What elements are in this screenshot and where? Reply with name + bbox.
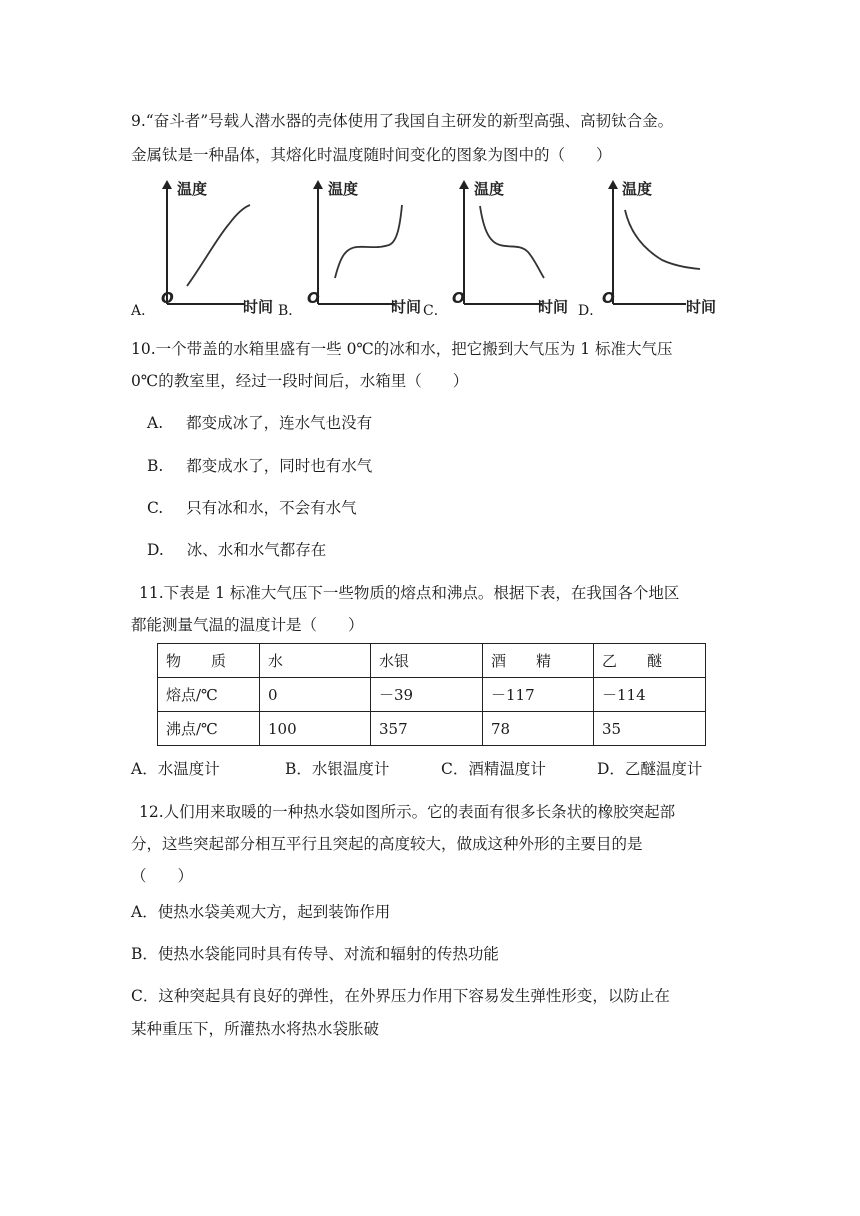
q10-option-d[interactable] xyxy=(147,539,326,561)
graph-option-c[interactable] xyxy=(450,176,600,316)
option-letter: C. xyxy=(147,499,164,517)
graph-option-a[interactable] xyxy=(155,176,305,316)
graph-c-y-label: 温度 xyxy=(474,180,505,198)
option-text: 只有冰和水，不会有水气 xyxy=(186,499,357,517)
temperature-curve xyxy=(335,205,402,278)
table-cell: 水银 xyxy=(371,644,483,678)
table-cell: 35 xyxy=(594,712,706,746)
y-axis-arrow xyxy=(162,180,172,189)
graph-a-origin: O xyxy=(161,289,174,307)
graph-d-origin: O xyxy=(602,289,615,307)
table-cell: 0 xyxy=(260,678,371,712)
y-axis-arrow xyxy=(459,180,469,189)
q10-stem-line-2: 0℃的教室里，经过一段时间后，水箱里（ ） xyxy=(131,372,469,390)
table-cell: 物 质 xyxy=(158,644,260,678)
q12-option-c-continued: 某种重压下，所灌热水将热水袋胀破 xyxy=(131,1020,380,1038)
q12-option-a[interactable]: A．使热水袋美观大方，起到装饰作用 xyxy=(131,903,391,921)
y-axis-arrow xyxy=(608,180,618,189)
q12-stem-line-3: （ ） xyxy=(131,867,194,885)
q12-option-b[interactable]: B．使热水袋能同时具有传导、对流和辐射的传热功能 xyxy=(131,945,499,963)
graph-a-y-label: 温度 xyxy=(177,180,208,198)
graph-b-origin: O xyxy=(307,289,320,307)
temperature-curve xyxy=(187,205,250,286)
q11-option-b[interactable]: B．水银温度计 xyxy=(285,760,390,778)
graph-c-x-label: 时间 xyxy=(538,298,569,316)
table-cell: 乙 醚 xyxy=(594,644,706,678)
table-cell: －39 xyxy=(371,678,483,712)
table-cell: －117 xyxy=(483,678,594,712)
option-a-label: A． xyxy=(131,303,156,319)
graph-d-y-label: 温度 xyxy=(622,180,653,198)
table-row xyxy=(158,712,706,746)
graph-b-y-label: 温度 xyxy=(328,180,359,198)
melting-boiling-table xyxy=(157,643,706,746)
table-cell: 357 xyxy=(371,712,483,746)
q12-stem-line-2: 分，这些突起部分相互平行且突起的高度较大，做成这种外形的主要目的是 xyxy=(131,835,643,853)
table-cell: 熔点/℃ xyxy=(158,678,260,712)
q12-stem-line-1: 12.人们用来取暖的一种热水袋如图所示。它的表面有很多长条状的橡胶突起部 xyxy=(139,803,676,821)
q11-option-d[interactable]: D．乙醚温度计 xyxy=(597,760,703,778)
q11-option-a[interactable]: A．水温度计 xyxy=(131,760,220,778)
q11-stem-line-1: 11.下表是 1 标准大气压下一些物质的熔点和沸点。根据下表，在我国各个地区 xyxy=(139,584,680,602)
option-letter: A. xyxy=(147,414,164,432)
option-text: 冰、水和水气都存在 xyxy=(186,541,327,559)
q10-option-c[interactable] xyxy=(147,497,357,519)
q9-stem-line-2: 金属钛是一种晶体，其熔化时温度随时间变化的图象为图中的（ ） xyxy=(131,146,612,164)
table-row xyxy=(158,644,706,678)
table-cell: 酒 精 xyxy=(483,644,594,678)
option-letter: B. xyxy=(147,457,164,475)
q12-option-c[interactable]: C．这种突起具有良好的弹性，在外界压力作用下容易发生弹性形变，以防止在 xyxy=(131,987,670,1005)
option-text: 都变成水了，同时也有水气 xyxy=(186,457,373,475)
table-cell: －114 xyxy=(594,678,706,712)
table-cell: 沸点/℃ xyxy=(158,712,260,746)
y-axis-arrow xyxy=(313,180,323,189)
q10-stem-line-1: 10.一个带盖的水箱里盛有一些 0℃的冰和水，把它搬到大气压为 1 标准大气压 xyxy=(131,340,673,358)
table-cell: 100 xyxy=(260,712,371,746)
graph-option-b[interactable] xyxy=(305,176,455,316)
graph-c-origin: O xyxy=(452,289,465,307)
table-cell: 78 xyxy=(483,712,594,746)
table-row xyxy=(158,678,706,712)
graph-d-x-label: 时间 xyxy=(686,298,717,316)
option-c-label: C． xyxy=(423,303,448,319)
q9-stem-line-1: 9.“奋斗者”号载人潜水器的壳体使用了我国自主研发的新型高强、高韧钛合金。 xyxy=(131,112,674,130)
q10-option-a[interactable] xyxy=(147,412,372,434)
option-d-label: D． xyxy=(578,303,604,319)
table-cell: 水 xyxy=(260,644,371,678)
option-b-label: B． xyxy=(278,303,303,319)
q10-option-b[interactable] xyxy=(147,455,372,477)
q11-option-c[interactable]: C．酒精温度计 xyxy=(441,760,546,778)
temperature-curve xyxy=(480,206,544,278)
graph-b-x-label: 时间 xyxy=(391,298,422,316)
option-letter: D. xyxy=(147,541,164,559)
graph-c-svg xyxy=(450,176,600,316)
graph-a-x-label: 时间 xyxy=(243,298,274,316)
option-text: 都变成冰了，连水气也没有 xyxy=(186,414,373,432)
temperature-curve xyxy=(625,210,700,269)
graph-option-d[interactable] xyxy=(600,176,750,316)
q11-stem-line-2: 都能测量气温的温度计是（ ） xyxy=(131,616,364,634)
